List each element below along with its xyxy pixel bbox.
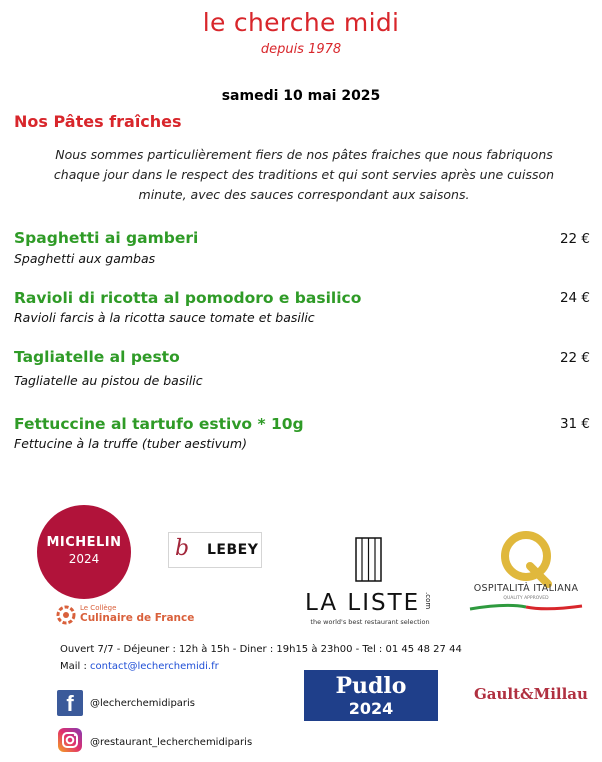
restaurant-subtitle: depuis 1978 <box>260 42 342 57</box>
opening-hours: Ouvert 7/7 - Déjeuner : 12h à 15h - Diner : 19h15 à 23h00 - Tel : 01 45 48 27 44 <box>60 644 462 655</box>
dish-description: Tagliatelle au pistou de basilic <box>14 373 203 388</box>
mail-line <box>60 661 219 672</box>
lebey-mark: b <box>175 536 190 561</box>
lebey-text: LEBEY <box>207 542 259 558</box>
pudlo-year: 2024 <box>348 699 394 718</box>
dish-price: 22 € <box>559 231 590 247</box>
college-culinaire-logo <box>56 603 206 627</box>
restaurant-title: le cherche midi <box>202 8 400 37</box>
mail-label: Mail : <box>60 661 91 672</box>
mail-link[interactable]: contact@lecherchemidi.fr <box>90 661 219 672</box>
la-liste-book-icon <box>355 537 382 582</box>
dish-description: Spaghetti aux gambas <box>14 251 156 266</box>
dish-name: Ravioli di ricotta al pomodoro e basilico <box>14 289 362 307</box>
facebook-icon[interactable]: f <box>57 690 83 716</box>
pudlo-label: Pudlo <box>335 673 407 699</box>
section-intro <box>30 145 578 205</box>
michelin-year: 2024 <box>68 552 100 566</box>
michelin-2024-logo <box>37 505 131 599</box>
college-culinaire-icon <box>56 605 76 625</box>
dish-description: Ravioli farcis à la ricotta sauce tomate et basilic <box>14 310 315 325</box>
dish-price: 22 € <box>559 350 590 366</box>
menu-date: samedi 10 mai 2025 <box>221 88 381 104</box>
la-liste-domain: .com <box>424 592 432 610</box>
intro-line: chaque jour dans le respect des traditions et qui sont servies après une cuisson <box>53 167 555 182</box>
la-liste-logo-text: LA LISTE <box>305 590 421 616</box>
italian-flag-swoosh <box>466 602 586 612</box>
dish-price: 31 € <box>559 416 590 432</box>
facebook-handle[interactable]: @lecherchemidiparis <box>90 698 196 709</box>
instagram-handle[interactable]: @restaurant_lecherchemidiparis <box>90 737 253 748</box>
intro-line: minute, avec des sauces correspondant aux saisons. <box>138 187 470 202</box>
dish-name: Spaghetti ai gamberi <box>14 229 199 247</box>
ospitalita-sub: QUALITY APPROVED <box>503 596 549 601</box>
gault-millau-logo: Gault&Millau <box>474 685 588 703</box>
section-title: Nos Pâtes fraîches <box>14 112 182 131</box>
la-liste-tagline: the world's best restaurant selection <box>310 618 430 626</box>
college-line1: Le Collège <box>80 604 117 612</box>
dish-price: 24 € <box>559 290 590 306</box>
intro-line: Nous sommes particulièrement fiers de nos pâtes fraiches que nous fabriquons <box>55 147 553 162</box>
pudlo-2024-logo <box>304 670 438 721</box>
dish-description: Fettucine à la truffe (tuber aestivum) <box>14 436 247 451</box>
michelin-label: MICHELIN <box>46 535 122 550</box>
instagram-icon[interactable] <box>57 727 83 753</box>
dish-name: Fettuccine al tartufo estivo * 10g <box>14 415 304 433</box>
ospitalita-logo-text: OSPITALITÀ ITALIANA <box>473 583 579 594</box>
college-line2: Culinaire de France <box>80 612 195 624</box>
lebey-logo <box>168 532 262 568</box>
dish-name: Tagliatelle al pesto <box>14 348 180 366</box>
ospitalita-q-icon <box>496 528 556 588</box>
